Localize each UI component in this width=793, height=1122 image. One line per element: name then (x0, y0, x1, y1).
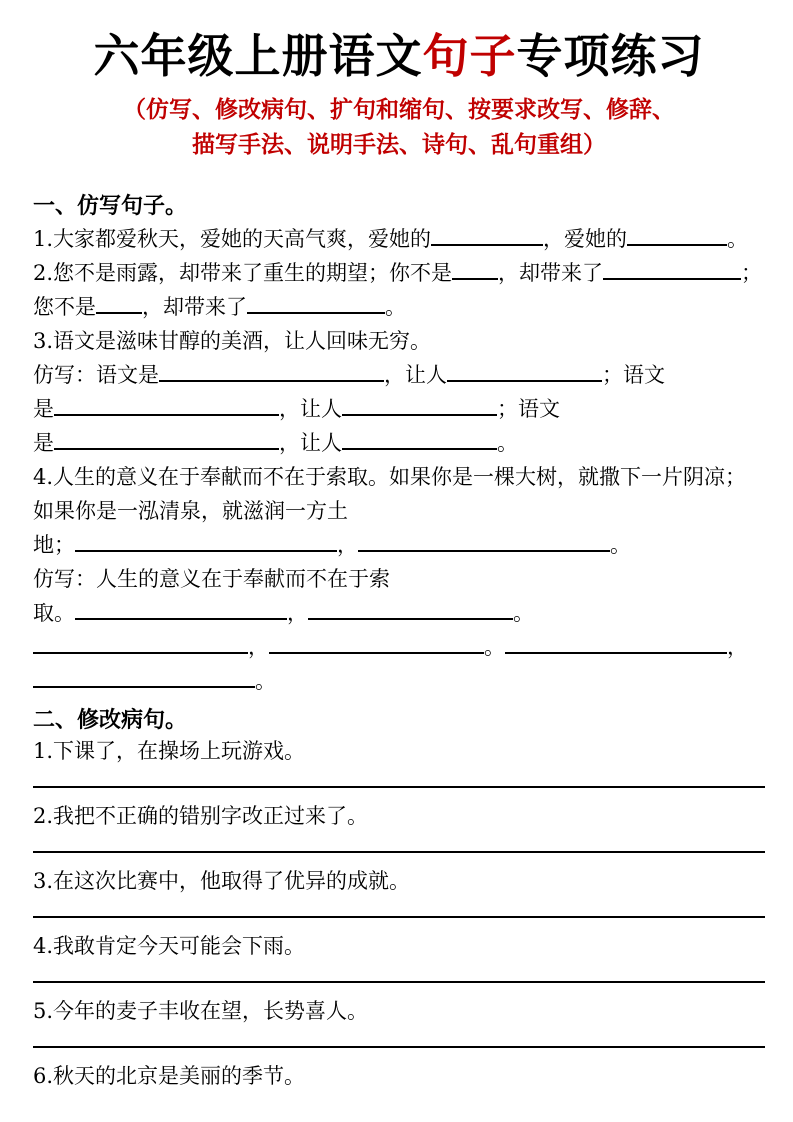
s1-q4-line5 (33, 596, 765, 630)
s2-item-6: 6.秋天的北京是美丽的季节。 (33, 1063, 306, 1088)
answer-blank (342, 394, 497, 416)
s1-q2-line1 (33, 256, 765, 290)
s1-q1 (33, 222, 765, 256)
subtitle (33, 92, 765, 162)
answer-blank (342, 428, 497, 450)
s1-q4-line7 (33, 664, 765, 698)
sentence-text: ，让人 (279, 430, 342, 455)
s1-q4-line2: 如果你是一泓清泉，就滋润一方土 (33, 498, 348, 523)
sentence-text: ，却带来了 (142, 294, 247, 319)
sentence-text: ；语文 (497, 396, 560, 421)
sentence-text: 。 (610, 532, 631, 557)
s1-q3-line3 (33, 426, 765, 460)
answer-line (33, 1046, 765, 1048)
sentence-text: 。 (255, 668, 276, 693)
sentence-text: 。 (727, 226, 749, 251)
s1-q4-line1: 4.人生的意义在于奉献而不在于索取。如果你是一棵大树，就撒下一片阴凉； (33, 464, 747, 489)
title-post: 专项练习 (516, 29, 705, 83)
sentence-text: 。 (385, 294, 406, 319)
sentence-text: ，爱她的 (543, 226, 628, 251)
sentence-text: 您不是 (33, 294, 96, 319)
answer-blank (447, 360, 602, 382)
sentence-text: 是 (33, 396, 54, 421)
answer-blank (247, 292, 385, 314)
answer-blank (75, 598, 287, 620)
sentence-text: 。 (484, 634, 505, 659)
s1-q4-line4: 仿写：人生的意义在于奉献而不在于索 (33, 566, 390, 591)
s1-q3-line1 (33, 358, 765, 392)
sentence-text: ， (287, 600, 308, 625)
answer-line (33, 916, 765, 918)
s2-item-2: 2.我把不正确的错别字改正过来了。 (33, 803, 369, 828)
sentence-text: ；语文 (602, 362, 665, 387)
answer-line (33, 851, 765, 853)
sentence-text: ，让人 (279, 396, 342, 421)
title-pre: 六年级上册语文 (93, 29, 423, 83)
answer-line (33, 981, 765, 983)
subtitle-line-2: 描写手法、说明手法、诗句、乱句重组） (192, 130, 606, 158)
sentence-text: ； (741, 260, 763, 285)
sentence-text: ， (727, 634, 748, 659)
sentence-text: ， (248, 634, 269, 659)
answer-blank (505, 632, 727, 654)
s2-item-4: 4.我敢肯定今天可能会下雨。 (33, 933, 306, 958)
s1-q4-line6 (33, 630, 765, 664)
answer-line (33, 786, 765, 788)
sentence-text: ，让人 (384, 362, 447, 387)
s2-item-3: 3.在这次比赛中，他取得了优异的成就。 (33, 868, 411, 893)
sentence-text: 地； (33, 532, 75, 557)
sentence-text: 。 (497, 430, 518, 455)
section1-heading: 一、仿写句子。 (33, 192, 188, 219)
section2-heading: 二、修改病句。 (33, 706, 188, 733)
answer-blank (603, 258, 741, 280)
sentence-text: 取。 (33, 600, 75, 625)
answer-blank (431, 224, 543, 246)
answer-blank (627, 224, 727, 246)
s1-q4-line3 (33, 528, 765, 562)
sentence-text: 2.您不是雨露，却带来了重生的期望；你不是 (33, 260, 453, 285)
sentence-text: ， (337, 532, 358, 557)
s2-item-1: 1.下课了，在操场上玩游戏。 (33, 738, 306, 763)
answer-blank (358, 530, 610, 552)
answer-blank (452, 258, 498, 280)
sentence-text: 。 (513, 600, 534, 625)
sentence-text: 1.大家都爱秋天，爱她的天高气爽，爱她的 (33, 226, 432, 251)
s2-item-5: 5.今年的麦子丰收在望，长势喜人。 (33, 998, 369, 1023)
answer-blank (75, 530, 337, 552)
answer-blank (33, 666, 255, 688)
title-highlight: 句子 (422, 29, 517, 83)
answer-blank (54, 394, 279, 416)
sentence-text: ，却带来了 (498, 260, 604, 285)
s1-q3-line2 (33, 392, 765, 426)
answer-blank (96, 292, 142, 314)
answer-blank (159, 360, 384, 382)
answer-blank (33, 632, 248, 654)
answer-blank (308, 598, 513, 620)
answer-blank (54, 428, 279, 450)
answer-blank (269, 632, 484, 654)
page-title (33, 28, 765, 86)
s1-q3-prompt: 3.语文是滋味甘醇的美酒，让人回味无穷。 (33, 328, 432, 353)
s1-q2-line2 (33, 290, 765, 324)
sentence-text: 是 (33, 430, 54, 455)
sentence-text: 仿写：语文是 (33, 362, 159, 387)
subtitle-line-1: （仿写、修改病句、扩句和缩句、按要求改写、修辞、 (123, 95, 675, 123)
